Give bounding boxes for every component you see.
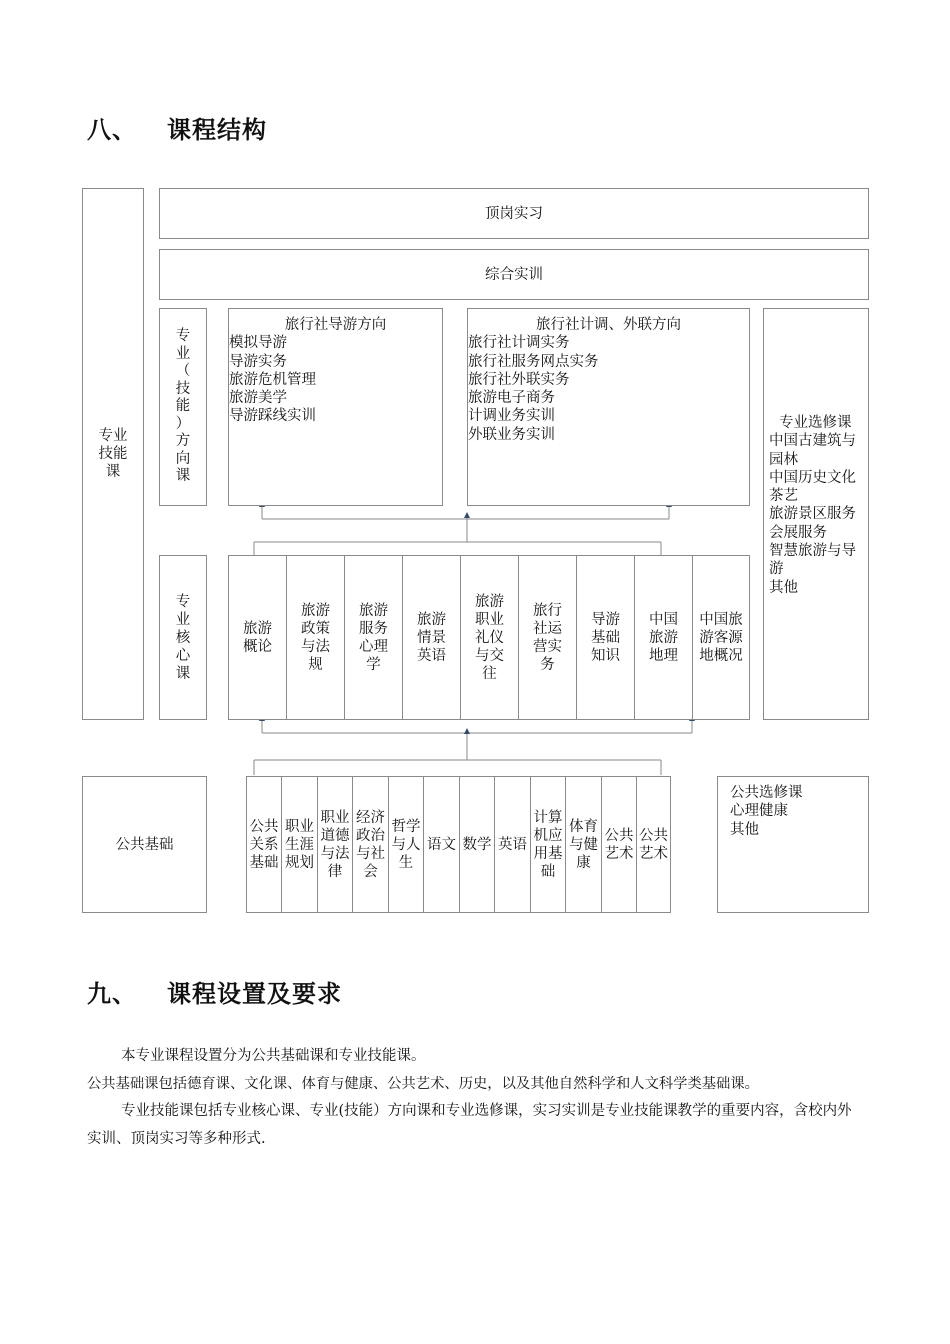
public-course-cell: 公共 艺术 xyxy=(639,827,668,862)
elective-item: 园林 xyxy=(769,451,798,468)
section-8-title: 课程结构 xyxy=(167,116,267,144)
public-course-cell: 公共 艺术 xyxy=(602,777,637,912)
core-course-cell: 旅游 概论 xyxy=(229,556,287,719)
public-course-cell: 语文 xyxy=(424,777,460,912)
elective-item: 中国古建筑与 xyxy=(769,433,856,450)
public-course-cell: 公共 关系 基础 xyxy=(247,777,282,912)
elective-item: 会展服务 xyxy=(769,524,827,541)
elective-item: 游 xyxy=(769,561,784,578)
internship-label: 顶岗实习 xyxy=(485,205,543,222)
core-course-cell: 旅游 政策 与法 规 xyxy=(287,556,345,719)
guide-direction-box xyxy=(228,308,443,506)
core-course-cell: 导游 基础 知识 xyxy=(577,556,635,719)
core-courses-row xyxy=(228,555,750,720)
public-elective-item: 其他 xyxy=(730,821,759,838)
section-9-heading xyxy=(87,974,587,1006)
core-course-cell: 旅游 服务 心理 学 xyxy=(345,556,403,719)
public-elective-title: 公共选修课 xyxy=(730,785,803,801)
core-course-cell: 中国旅 游客源 地概况 xyxy=(699,611,743,664)
guide-item: 模拟导游 xyxy=(229,335,287,352)
elective-box xyxy=(763,308,869,720)
public-course-cell: 职业 生涯 规划 xyxy=(282,777,318,912)
elective-title: 专业选修课 xyxy=(779,415,852,431)
training-box xyxy=(159,249,869,300)
guide-direction-title: 旅行社导游方向 xyxy=(284,317,387,333)
public-course-cell: 计算 机应 用基 础 xyxy=(531,777,566,912)
guide-item: 导游实务 xyxy=(229,353,287,370)
professional-skills-label: 专业 技能 课 xyxy=(82,188,144,720)
section-9-title: 课程设置及要求 xyxy=(167,980,342,1008)
paragraph-2: 公共基础课包括德育课、文化课、体育与健康、公共艺术、历史，以及其他自然科学和人文科学类基础课。 xyxy=(87,1076,759,1092)
public-foundation-label: 公共基础 xyxy=(82,776,207,913)
guide-item: 旅游美学 xyxy=(229,390,287,407)
core-course-cell: 旅行 社运 营实 务 xyxy=(519,556,577,719)
core-course-label: 专 业 核 心 课 xyxy=(159,555,207,720)
public-elective-item: 心理健康 xyxy=(730,803,788,820)
public-course-cell: 哲学 与人 生 xyxy=(389,777,424,912)
guide-item: 旅游危机管理 xyxy=(229,371,316,388)
core-course-cell: 旅游 职业 礼仪 与交 往 xyxy=(461,556,519,719)
section-8-number: 八、 xyxy=(87,116,137,144)
public-course-cell: 职业 道德 与法 律 xyxy=(318,777,353,912)
elective-item: 中国历史文化 xyxy=(769,469,856,486)
training-label: 综合实训 xyxy=(485,266,543,283)
planning-item: 外联业务实训 xyxy=(468,426,555,443)
planning-item: 旅行社服务网点实务 xyxy=(468,353,599,370)
core-course-cell: 中国 旅游 地理 xyxy=(635,556,693,719)
elective-item: 旅游景区服务 xyxy=(769,506,856,523)
planning-item: 计调业务实训 xyxy=(468,408,555,425)
planning-item: 旅游电子商务 xyxy=(468,390,555,407)
public-course-cell: 体育 与健 康 xyxy=(566,777,602,912)
paragraph-1: 本专业课程设置分为公共基础课和专业技能课。 xyxy=(121,1048,426,1064)
internship-box xyxy=(159,188,869,239)
public-course-cell: 数学 xyxy=(460,777,495,912)
elective-item: 其他 xyxy=(769,579,798,596)
planning-direction-title: 旅行社计调、外联方向 xyxy=(536,317,681,333)
public-course-cell: 英语 xyxy=(495,777,531,912)
elective-item: 智慧旅游与导 xyxy=(769,543,856,560)
public-course-cell: 经济 政治 与社 会 xyxy=(353,777,389,912)
paragraph-3: 专业技能课包括专业核心课、专业(技能）方向课和专业选修课，实习实训是专业技能课教学的重要内容，含校内外实训、顶岗实习等多种形式. xyxy=(87,1103,852,1147)
planning-item: 旅行社外联实务 xyxy=(468,371,570,388)
elective-item: 茶艺 xyxy=(769,488,798,505)
planning-direction-box xyxy=(467,308,750,506)
public-elective-box xyxy=(717,776,869,913)
public-courses-row xyxy=(246,776,671,913)
core-course-cell: 旅游 情景 英语 xyxy=(403,556,461,719)
planning-item: 旅行社计调实务 xyxy=(468,335,570,352)
direction-course-label: 专 业 （ 技 能 ） 方 向 课 xyxy=(159,308,207,506)
section-9-number: 九、 xyxy=(87,980,137,1008)
guide-item: 导游踩线实训 xyxy=(229,408,316,425)
